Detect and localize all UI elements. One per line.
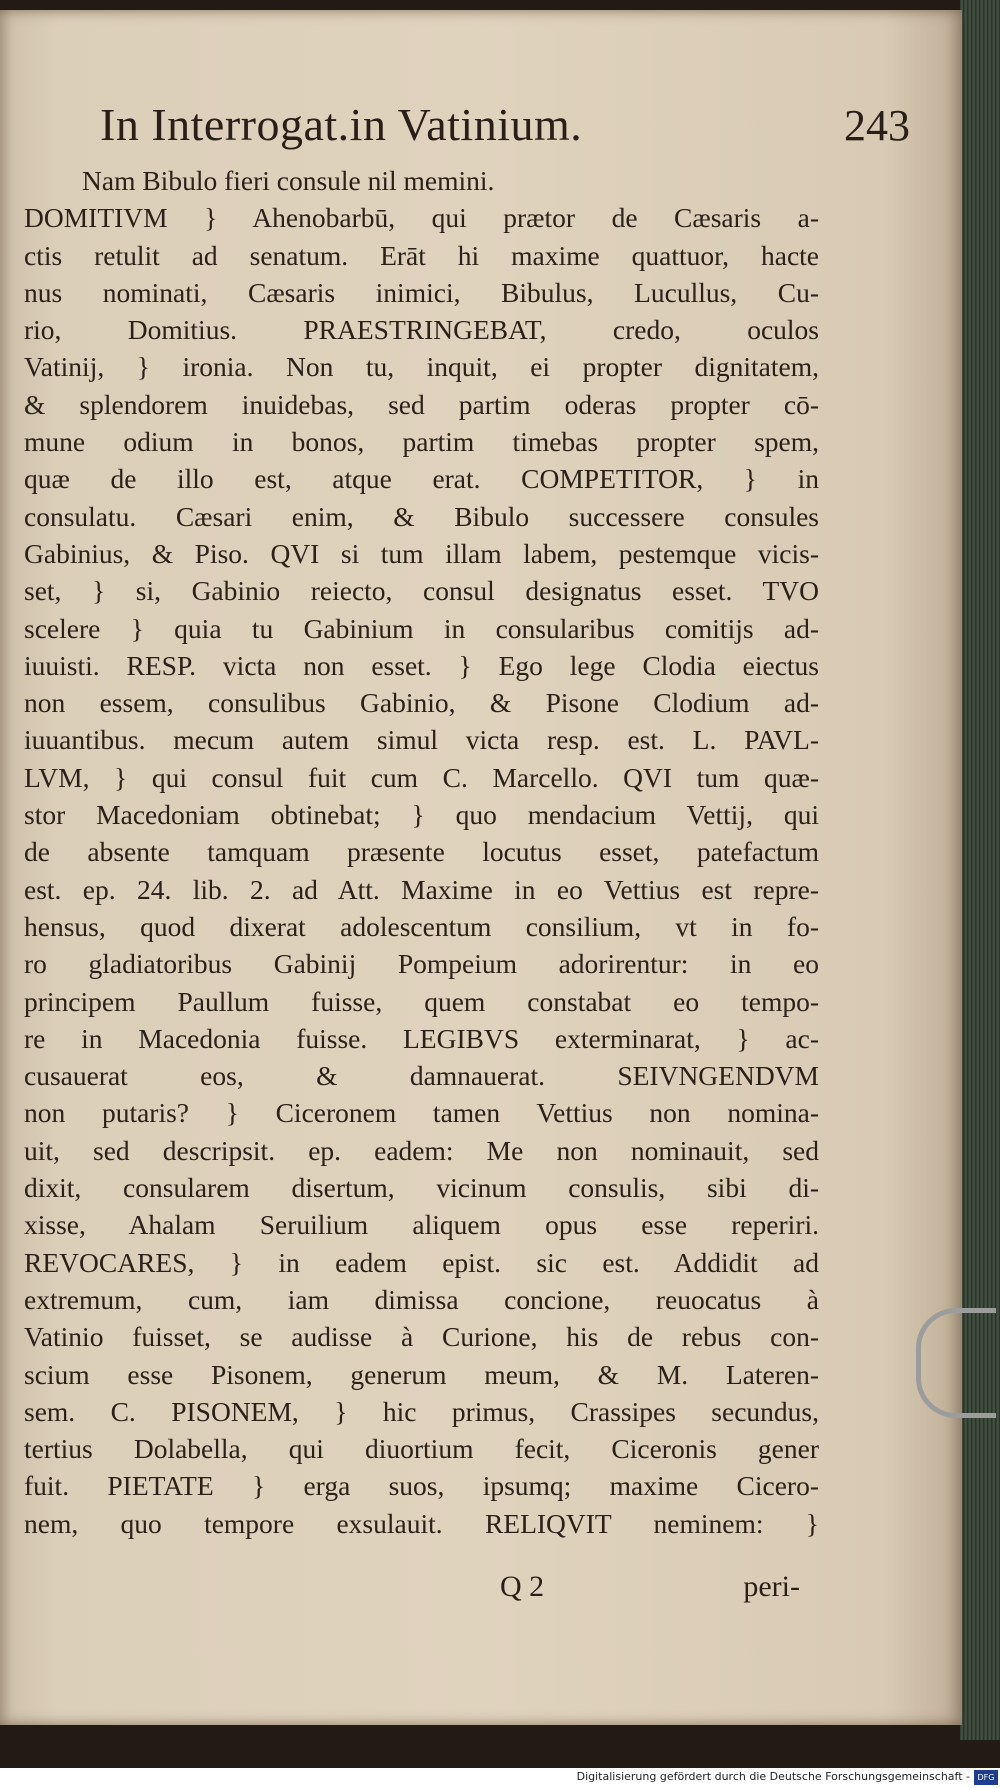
text-line: Gabinius, & Piso. QVI si tum illam labem, pestemque vicis-	[24, 537, 819, 569]
text-line: xisse, Ahalam Seruilium aliquem opus esse reperiri.	[24, 1209, 819, 1241]
page-number: 243	[844, 101, 910, 150]
text-line: Nam Bibulo fieri consule nil memini.	[82, 165, 495, 196]
text-line: sem. C. PISONEM, } hic primus, Crassipes secundus,	[24, 1395, 819, 1427]
text-line: de absente tamquam præsente locutus esset, patefactum	[24, 836, 819, 868]
book-page	[0, 10, 962, 1725]
digitization-footer	[0, 1768, 1000, 1788]
text-line: quæ de illo est, atque erat. COMPETITOR, } in	[24, 463, 819, 495]
text-line: est. ep. 24. lib. 2. ad Att. Maxime in eo Vettius est repre-	[24, 873, 819, 905]
page-clip	[916, 1308, 996, 1418]
text-line: non essem, consulibus Gabinio, & Pisone Clodium ad-	[24, 687, 819, 719]
dfg-logo-icon: DFG	[974, 1770, 998, 1785]
text-line: & splendorem inuidebas, sed partim oderas propter cō-	[24, 388, 819, 420]
text-line: ro gladiatoribus Gabinij Pompeium adorirentur: in eo	[24, 948, 819, 980]
book-page-edges	[960, 0, 1000, 1740]
text-line: iuuisti. RESP. victa non esset. } Ego lege Clodia eiectus	[24, 649, 819, 681]
text-line: scelere } quia tu Gabinium in consularibus comitijs ad-	[24, 612, 819, 644]
text-line: DOMITIVM } Ahenobarbū, qui prætor de Cæsaris a-	[24, 202, 819, 234]
text-line: REVOCARES, } in eadem epist. sic est. Addidit ad	[24, 1246, 819, 1278]
funding-credit: Digitalisierung gefördert durch die Deutsche Forschungsgemeinschaft -	[576, 1770, 970, 1783]
catchword: peri-	[743, 1570, 800, 1603]
text-line: uit, sed descripsit. ep. eadem: Me non nominauit, sed	[24, 1134, 819, 1166]
text-line: non putaris? } Ciceronem tamen Vettius non nomina-	[24, 1097, 819, 1129]
text-line: principem Paullum fuisse, quem constabat eo tempo-	[24, 985, 819, 1017]
text-line: cusauerat eos, & damnauerat. SEIVNGENDVM	[24, 1060, 819, 1092]
text-line: fuit. PIETATE } erga suos, ipsumq; maxime Cicero-	[24, 1470, 819, 1502]
text-line: stor Macedoniam obtinebat; } quo mendacium Vettij, qui	[24, 799, 819, 831]
text-line: scium esse Pisonem, generum meum, & M. Lateren-	[24, 1358, 819, 1390]
text-line: set, } si, Gabinio reiecto, consul designatus esset. TVO	[24, 575, 819, 607]
text-line: ctis retulit ad senatum. Erāt hi maxime quattuor, hacte	[24, 239, 819, 271]
text-line: rio, Domitius. PRAESTRINGEBAT, credo, oculos	[24, 314, 819, 346]
text-line: dixit, consularem disertum, vicinum consulis, sibi di-	[24, 1172, 819, 1204]
text-line: extremum, cum, iam dimissa concione, reuocatus à	[24, 1283, 819, 1315]
page-catchwords	[500, 1570, 800, 1610]
page-header	[100, 98, 910, 158]
text-line: mune odium in bonos, partim timebas propter spem,	[24, 426, 819, 458]
text-line: Vatinij, } ironia. Non tu, inquit, ei propter dignitatem,	[24, 351, 819, 383]
text-line: hensus, quod dixerat adolescentum consilium, vt in fo-	[24, 910, 819, 942]
text-line: Vatinio fuisset, se audisse à Curione, his de rebus con-	[24, 1321, 819, 1353]
text-line: consulatu. Cæsari enim, & Bibulo successere consules	[24, 500, 819, 532]
text-line: nem, quo tempore exsulauit. RELIQVIT neminem: }	[24, 1507, 819, 1539]
text-line: LVM, } qui consul fuit cum C. Marcello. QVI tum quæ-	[24, 761, 819, 793]
text-line: iuuantibus. mecum autem simul victa resp. est. L. PAVL-	[24, 724, 819, 756]
text-line: tertius Dolabella, qui diuortium fecit, Ciceronis gener	[24, 1433, 819, 1465]
running-head: In Interrogat.in Vatinium.	[100, 99, 583, 150]
commentary-text	[24, 162, 819, 1542]
signature-mark: Q 2	[500, 1570, 545, 1603]
text-line: nus nominati, Cæsaris inimici, Bibulus, Lucullus, Cu-	[24, 276, 819, 308]
text-line: re in Macedonia fuisse. LEGIBVS exterminarat, } ac-	[24, 1022, 819, 1054]
